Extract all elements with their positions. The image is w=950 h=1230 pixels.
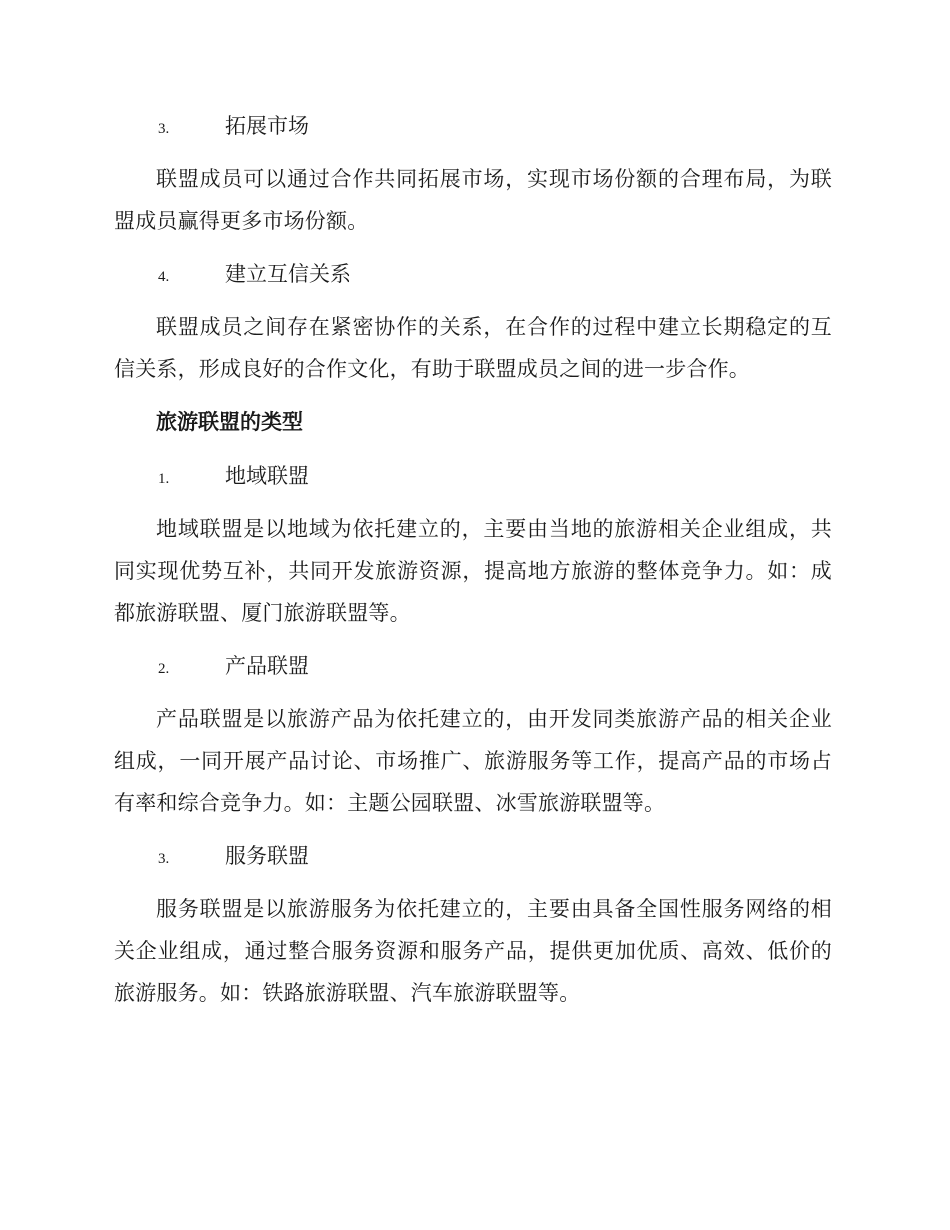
paragraph-expand-market: 联盟成员可以通过合作共同拓展市场，实现市场份额的合理布局，为联盟成员赢得更多市场份额。	[114, 167, 832, 233]
section-heading: 旅游联盟的类型	[156, 409, 303, 434]
list-number: 1.	[158, 471, 170, 487]
list-number: 2.	[158, 661, 170, 677]
paragraph-service-alliance: 服务联盟是以旅游服务为依托建立的，主要由具备全国性服务网络的相关企业组成，通过整合服务资源和服务产品，提供更加优质、高效、低价的旅游服务。如：铁路旅游联盟、汽车旅游联盟等。	[114, 897, 832, 1005]
list-number: 4.	[158, 269, 170, 285]
list-item-expand-market	[158, 104, 832, 148]
list-item-regional-alliance	[158, 454, 832, 498]
paragraph-regional-alliance: 地域联盟是以地域为依托建立的，主要由当地的旅游相关企业组成，共同实现优势互补，共同开发旅游资源，提高地方旅游的整体竞争力。如：成都旅游联盟、厦门旅游联盟等。	[114, 517, 832, 625]
list-number: 3.	[158, 851, 170, 867]
list-item-mutual-trust	[158, 252, 832, 296]
list-item-service-alliance	[158, 834, 832, 878]
paragraph-product-alliance: 产品联盟是以旅游产品为依托建立的，由开发同类旅游产品的相关企业组成，一同开展产品讨论、市场推广、旅游服务等工作，提高产品的市场占有率和综合竞争力。如：主题公园联盟、冰雪旅游联盟等。	[114, 707, 832, 815]
list-number: 3.	[158, 121, 170, 137]
list-item-product-alliance	[158, 644, 832, 688]
list-label: 拓展市场	[225, 114, 309, 138]
list-label: 服务联盟	[225, 844, 309, 868]
document-body	[114, 104, 832, 1024]
list-label: 产品联盟	[225, 654, 309, 678]
list-label: 建立互信关系	[225, 262, 351, 286]
paragraph-mutual-trust: 联盟成员之间存在紧密协作的关系，在合作的过程中建立长期稳定的互信关系，形成良好的合作文化，有助于联盟成员之间的进一步合作。	[114, 315, 832, 381]
list-label: 地域联盟	[225, 464, 309, 488]
